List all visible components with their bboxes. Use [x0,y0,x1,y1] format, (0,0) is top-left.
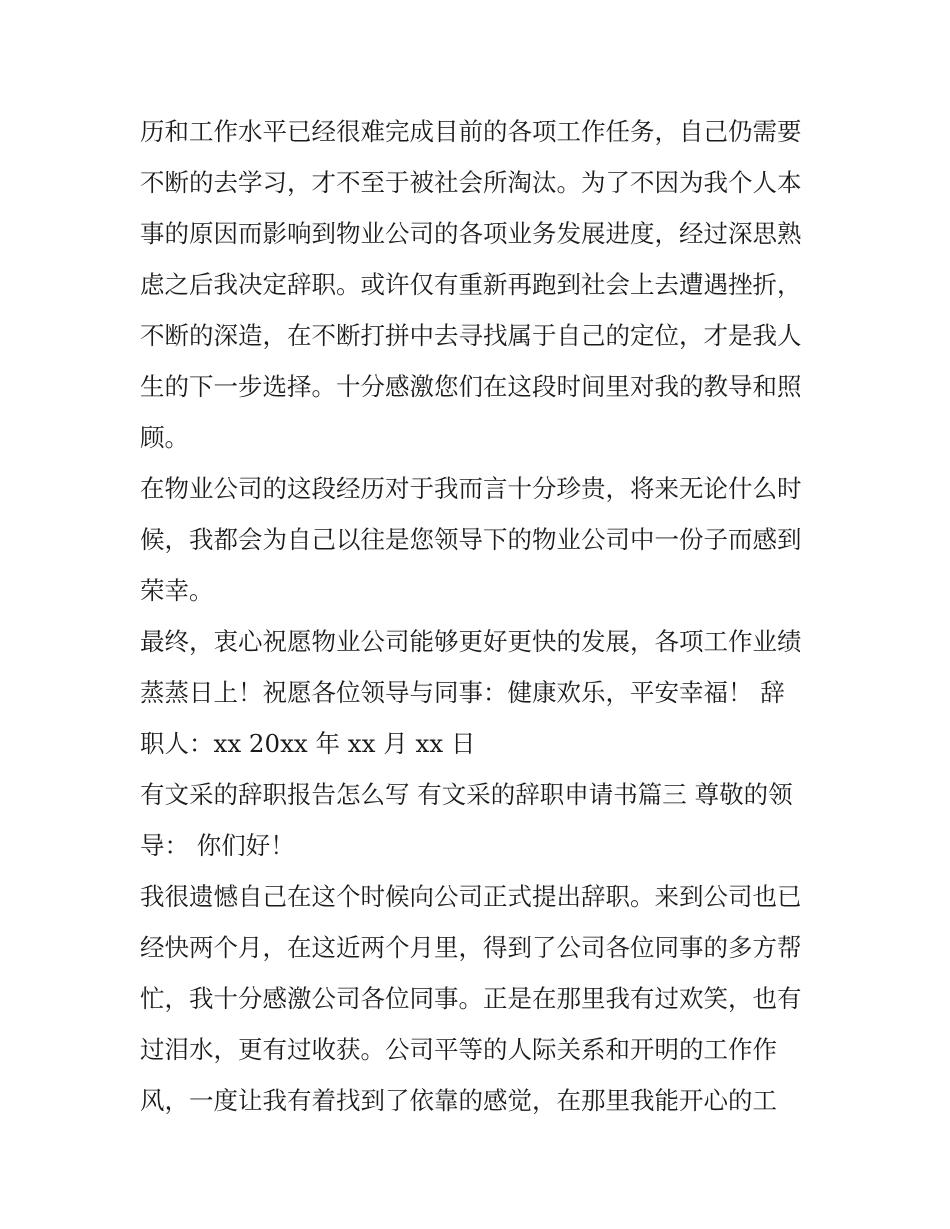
text-line: 顾。 [140,423,189,452]
text-line: 职人：xx 20xx 年 xx 月 xx 日 [140,729,476,758]
text-line: 在物业公司的这段经历对于我而言十分珍贵，将来无论什么时 [140,474,802,503]
text-line: 不断的深造，在不断打拼中去寻找属于自己的定位，才是我人 [140,321,802,350]
text-line: 过泪水，更有过收获。公司平等的人际关系和开明的工作作 [140,1035,777,1064]
body-text [140,106,820,1126]
text-line: 风，一度让我有着找到了依靠的感觉，在那里我能开心的工 [140,1086,777,1115]
text-line: 我很遗憾自己在这个时候向公司正式提出辞职。来到公司也已 [140,882,802,911]
text-line: 历和工作水平已经很难完成目前的各项工作任务，自己仍需要 [140,117,802,146]
text-line: 忙，我十分感激公司各位同事。正是在那里我有过欢笑，也有 [140,984,802,1013]
text-line: 候，我都会为自己以往是您领导下的物业公司中一份子而感到 [140,525,802,554]
text-line: 最终，衷心祝愿物业公司能够更好更快的发展，各项工作业绩 [140,627,802,656]
text-line: 荣幸。 [140,576,214,605]
text-line: 经快两个月，在这近两个月里，得到了公司各位同事的多方帮 [140,933,802,962]
text-line: 不断的去学习，才不至于被社会所淘汰。为了不因为我个人本 [140,168,802,197]
text-line: 虑之后我决定辞职。或许仅有重新再跑到社会上去遭遇挫折， [140,270,802,299]
text-line: 蒸蒸日上！祝愿各位领导与同事：健康欢乐，平安幸福！ 辞 [140,678,785,707]
text-line: 导： 你们好！ [140,831,295,860]
text-line: 生的下一步选择。十分感激您们在这段时间里对我的教导和照 [140,372,802,401]
text-line: 事的原因而影响到物业公司的各项业务发展进度，经过深思熟 [140,219,802,248]
text-line: 有文采的辞职报告怎么写 有文采的辞职申请书篇三 尊敬的领 [140,780,793,809]
